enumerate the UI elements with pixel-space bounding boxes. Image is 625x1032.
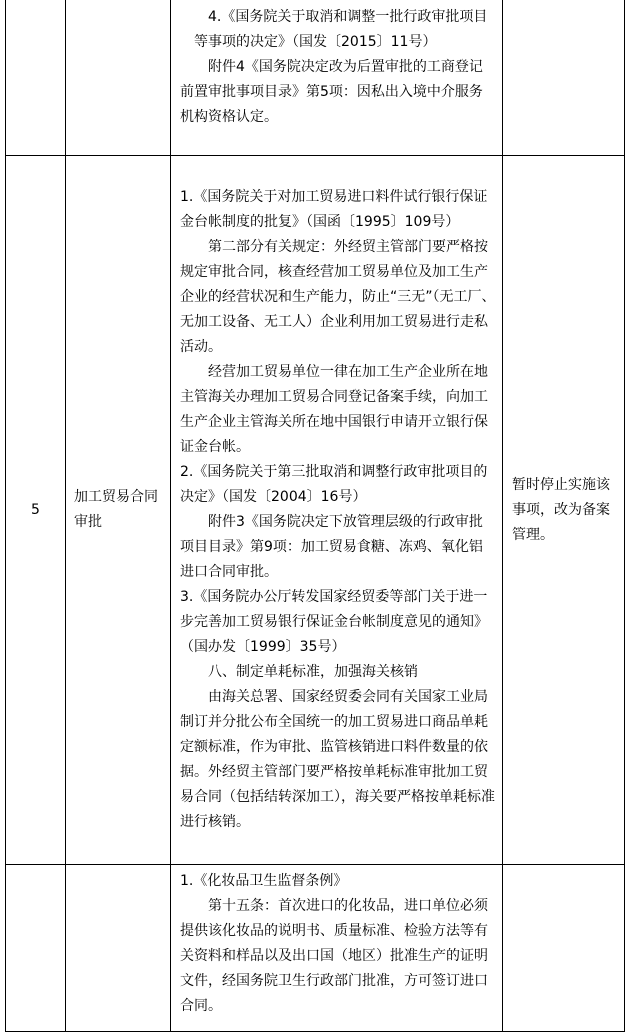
adjustment-cell xyxy=(503,865,625,1032)
basis-paragraph: 2.《国务院关于第三批取消和调整行政审批项目的决定》（国发〔2004〕16号） xyxy=(180,464,488,505)
row-number-cell xyxy=(6,0,66,156)
item-name-cell xyxy=(66,0,171,156)
legal-basis-cell xyxy=(171,0,503,156)
row-number-cell: 5 xyxy=(6,156,66,865)
row-number-cell xyxy=(6,865,66,1032)
basis-paragraph: 第二部分有关规定：外经贸主管部门要严格按规定审批合同，核查经营加工贸易单位及加工生产企业的经营状况和生产能力，防止“三无”（无工厂、无加工设备、无工人）企业利用加工贸易进行走私活动。 xyxy=(180,239,496,355)
basis-paragraph: 由海关总署、国家经贸委会同有关国家工业局制订并分批公布全国统一的加工贸易进口商品单耗定额标准，作为审批、监管核销进口料件数量的依据。外经贸主管部门要严格按单耗标准审批加工贸易合同（包括结转深加工），海关要严格按单耗标准进行核销。 xyxy=(180,689,495,830)
basis-paragraph: 4.《国务院关于取消和调整一批行政审批项目等事项的决定》（国发〔2015〕11号） xyxy=(194,9,488,50)
item-name-cell xyxy=(66,865,171,1032)
basis-paragraph: 附件3《国务院决定下放管理层级的行政审批项目目录》第9项：加工贸易食糖、冻鸡、氧化铝进口合同审批。 xyxy=(180,514,483,580)
legal-basis-cell xyxy=(171,156,503,865)
table-row xyxy=(6,865,625,1032)
approval-items-table xyxy=(5,0,625,1032)
legal-basis-cell xyxy=(171,865,503,1032)
item-name-cell: 加工贸易合同审批 xyxy=(66,156,171,865)
basis-paragraph: 经营加工贸易单位一律在加工生产企业所在地主管海关办理加工贸易合同登记备案手续，向加工生产企业主管海关所在地中国银行申请开立银行保证金台帐。 xyxy=(180,364,488,455)
basis-paragraph: 1.《国务院关于对加工贸易进口料件试行银行保证金台帐制度的批复》（国函〔1995〕109号） xyxy=(180,189,488,230)
basis-paragraph: 八、制定单耗标准，加强海关核销 xyxy=(208,664,418,680)
adjustment-cell: 暂时停止实施该事项，改为备案管理。 xyxy=(503,156,625,865)
adjustment-cell xyxy=(503,0,625,156)
basis-paragraph: 附件4《国务院决定改为后置审批的工商登记前置审批事项目录》第5项：因私出入境中介服务机构资格认定。 xyxy=(180,59,483,125)
table-row xyxy=(6,156,625,865)
basis-paragraph: 3.《国务院办公厅转发国家经贸委等部门关于进一步完善加工贸易银行保证金台帐制度意见的通知》（国办发〔1999〕35号） xyxy=(180,589,488,655)
basis-paragraph: 1.《化妆品卫生监督条例》 xyxy=(180,873,348,889)
table-row xyxy=(6,0,625,156)
basis-paragraph: 第十五条：首次进口的化妆品，进口单位必须提供该化妆品的说明书、质量标准、检验方法等有关资料和样品以及出口国（地区）批准生产的证明文件，经国务院卫生行政部门批准，方可签订进口合同。 xyxy=(180,898,488,1014)
